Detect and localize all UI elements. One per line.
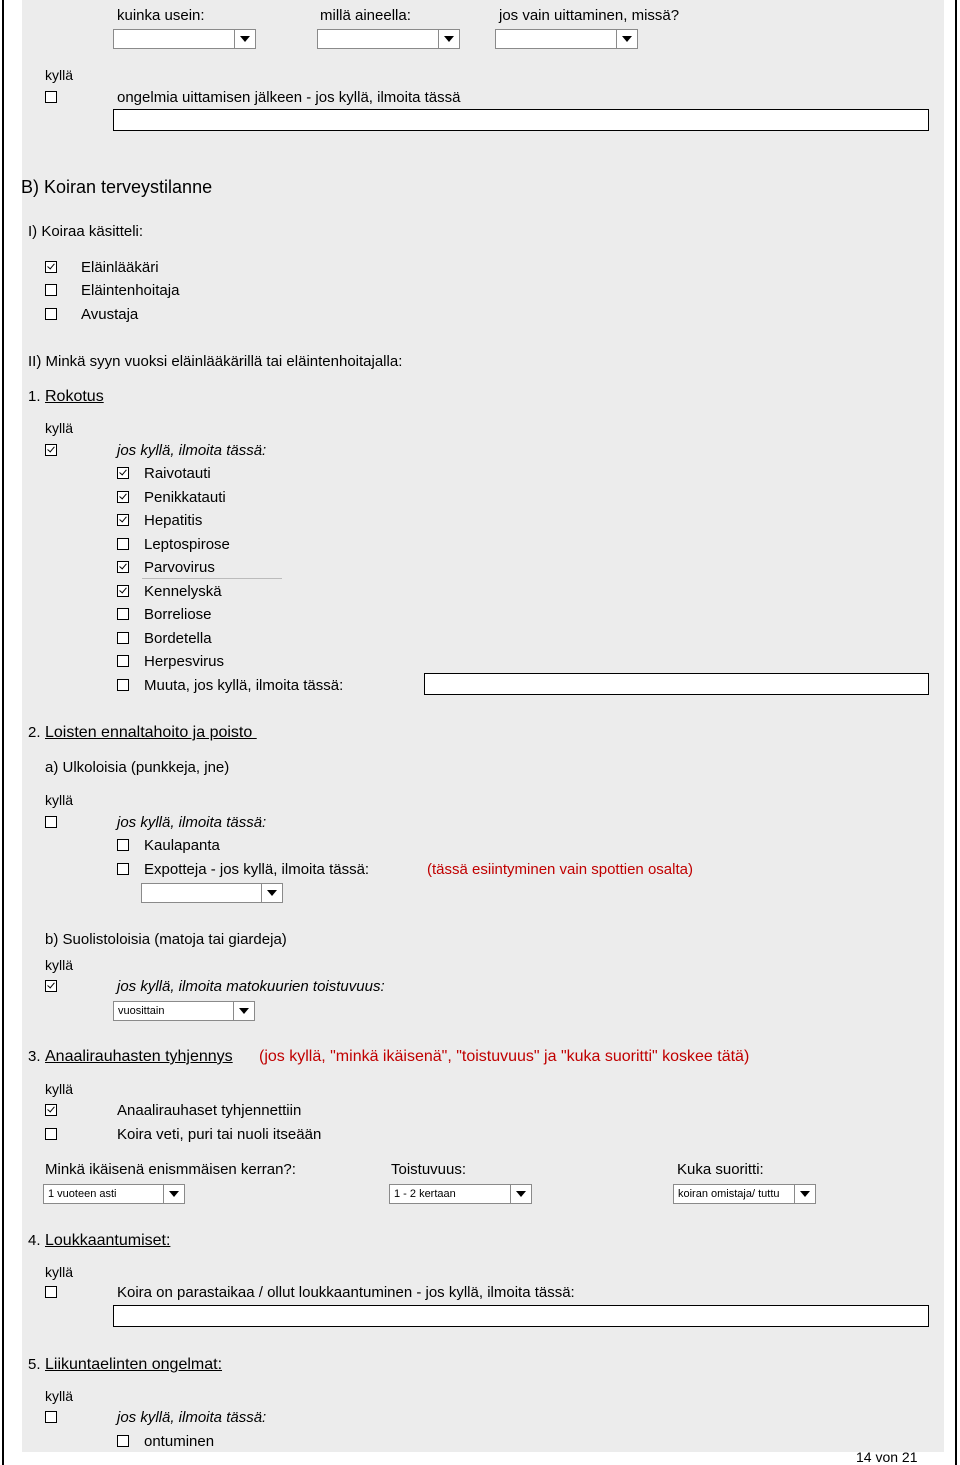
first-age-label: Minkä ikäisenä enismmäisen kerran?: <box>45 1161 296 1178</box>
external-specify-label: jos kyllä, ilmoita tässä: <box>117 814 267 831</box>
handler-heading: I) Koiraa käsitteli: <box>28 223 144 240</box>
vaccine-other-label: Muuta, jos kyllä, ilmoita tässä: <box>144 677 344 694</box>
frequency-label: Toistuvuus: <box>391 1161 467 1178</box>
glands-emptied-checkbox[interactable] <box>45 1104 57 1116</box>
musculoskeletal-specify-label: jos kyllä, ilmoita tässä: <box>117 1409 267 1426</box>
left-border <box>2 0 4 1465</box>
divider <box>142 578 282 579</box>
vaccine-bordetella-label: Bordetella <box>144 630 212 647</box>
reason-heading: II) Minkä syyn vuoksi eläinlääkärillä tai eläintenhoitajalla: <box>28 353 403 370</box>
performed-by-label: Kuka suoritti: <box>677 1161 764 1178</box>
first-age-select[interactable] <box>43 1184 185 1204</box>
anal-glands-number: 3. <box>28 1048 41 1065</box>
handler-assistant-label: Avustaja <box>81 306 139 323</box>
musculoskeletal-yes-checkbox[interactable] <box>45 1411 57 1423</box>
vaccine-rabies-label: Raivotauti <box>144 465 211 482</box>
anal-glands-title: Anaalirauhasten tyhjennys <box>45 1048 233 1065</box>
how-often-label: kuinka usein: <box>117 7 205 24</box>
where-select[interactable] <box>495 29 638 49</box>
anal-glands-note: (jos kyllä, "minkä ikäisenä", "toistuvuus" ja "kuka suoritti" koskee tätä) <box>259 1048 750 1065</box>
chevron-down-icon[interactable] <box>510 1185 531 1203</box>
limping-checkbox[interactable] <box>117 1435 129 1447</box>
anal-yes-label: kyllä <box>45 1081 74 1097</box>
vaccine-leptospirose-checkbox[interactable] <box>117 538 129 550</box>
vaccine-hepatitis-label: Hepatitis <box>144 512 203 529</box>
chevron-down-icon[interactable] <box>261 884 282 902</box>
musculoskeletal-number: 5. <box>28 1356 41 1373</box>
first-age-value: 1 vuoteen asti <box>48 1188 117 1200</box>
vaccination-specify-label: jos kyllä, ilmoita tässä: <box>117 442 267 459</box>
scooting-label: Koira veti, puri tai nuoli itseään <box>117 1126 322 1143</box>
where-label: jos vain uittaminen, missä? <box>499 7 680 24</box>
intestinal-yes-label: kyllä <box>45 957 74 973</box>
right-border <box>955 0 957 1465</box>
page-number: 14 von 21 <box>856 1449 918 1465</box>
deworming-frequency-value: vuosittain <box>118 1005 165 1017</box>
chevron-down-icon[interactable] <box>616 30 637 48</box>
spot-on-label: Expotteja - jos kyllä, ilmoita tässä: <box>144 861 370 878</box>
vaccine-other-input[interactable] <box>424 673 929 695</box>
vaccine-distemper-label: Penikkatauti <box>144 489 226 506</box>
handler-nurse-checkbox[interactable] <box>45 284 57 296</box>
scooting-checkbox[interactable] <box>45 1128 57 1140</box>
vaccination-yes-label: kyllä <box>45 420 74 436</box>
vaccine-kennel-cough-checkbox[interactable] <box>117 585 129 597</box>
which-agent-label: millä aineella: <box>320 7 411 24</box>
musculoskeletal-title: Liikuntaelinten ongelmat: <box>45 1356 223 1373</box>
vaccination-number: 1. <box>28 388 41 405</box>
chevron-down-icon[interactable] <box>163 1185 184 1203</box>
problems-checkbox[interactable] <box>45 91 57 103</box>
vaccine-parvovirus-label: Parvovirus <box>144 559 215 576</box>
external-yes-checkbox[interactable] <box>45 816 57 828</box>
spot-on-select[interactable] <box>141 883 283 903</box>
vaccine-hepatitis-checkbox[interactable] <box>117 514 129 526</box>
yes-column-label: kyllä <box>45 67 74 83</box>
performed-by-select[interactable] <box>673 1184 816 1204</box>
limping-label: ontuminen <box>144 1433 215 1450</box>
handler-nurse-label: Eläintenhoitaja <box>81 282 180 299</box>
vaccine-herpesvirus-label: Herpesvirus <box>144 653 225 670</box>
vaccination-yes-checkbox[interactable] <box>45 444 57 456</box>
vaccine-other-checkbox[interactable] <box>117 679 129 691</box>
glands-emptied-label: Anaalirauhaset tyhjennettiin <box>117 1102 302 1119</box>
chevron-down-icon[interactable] <box>438 30 459 48</box>
parasites-title: Loisten ennaltahoito ja poisto <box>45 724 257 741</box>
handler-assistant-checkbox[interactable] <box>45 308 57 320</box>
frequency-select[interactable] <box>389 1184 532 1204</box>
collar-label: Kaulapanta <box>144 837 220 854</box>
frequency-value: 1 - 2 kertaan <box>394 1188 456 1200</box>
parasites-number: 2. <box>28 724 41 741</box>
musculoskeletal-yes-label: kyllä <box>45 1388 74 1404</box>
deworming-frequency-select[interactable] <box>113 1001 255 1021</box>
vaccine-rabies-checkbox[interactable] <box>117 467 129 479</box>
collar-checkbox[interactable] <box>117 839 129 851</box>
spot-on-checkbox[interactable] <box>117 863 129 875</box>
injuries-checkbox[interactable] <box>45 1286 57 1298</box>
injuries-input[interactable] <box>113 1305 929 1327</box>
handler-vet-label: Eläinlääkäri <box>81 259 159 276</box>
injuries-yes-label: kyllä <box>45 1264 74 1280</box>
chevron-down-icon[interactable] <box>794 1185 815 1203</box>
vaccine-distemper-checkbox[interactable] <box>117 491 129 503</box>
vaccine-parvovirus-checkbox[interactable] <box>117 561 129 573</box>
injuries-title: Loukkaantumiset: <box>45 1232 171 1249</box>
vaccine-borreliose-checkbox[interactable] <box>117 608 129 620</box>
intestinal-yes-checkbox[interactable] <box>45 980 57 992</box>
section-b-title: B) Koiran terveystilanne <box>21 177 213 197</box>
injuries-number: 4. <box>28 1232 41 1249</box>
chevron-down-icon[interactable] <box>233 1002 254 1020</box>
which-agent-select[interactable] <box>317 29 460 49</box>
spot-on-note: (tässä esiintyminen vain spottien osalta) <box>427 861 693 878</box>
external-yes-label: kyllä <box>45 792 74 808</box>
problems-label: ongelmia uittamisen jälkeen - jos kyllä, ilmoita tässä <box>117 89 461 106</box>
how-often-select[interactable] <box>113 29 256 49</box>
vaccine-leptospirose-label: Leptospirose <box>144 536 230 553</box>
external-parasites-heading: a) Ulkoloisia (punkkeja, jne) <box>45 759 230 776</box>
vaccination-title: Rokotus <box>45 388 104 405</box>
vaccine-bordetella-checkbox[interactable] <box>117 632 129 644</box>
chevron-down-icon[interactable] <box>234 30 255 48</box>
intestinal-parasites-heading: b) Suolistoloisia (matoja tai giardeja) <box>45 931 287 948</box>
vaccine-borreliose-label: Borreliose <box>144 606 212 623</box>
performed-by-value: koiran omistaja/ tuttu <box>678 1188 780 1200</box>
deworming-frequency-label: jos kyllä, ilmoita matokuurien toistuvuus: <box>117 978 385 995</box>
handler-vet-checkbox[interactable] <box>45 261 57 273</box>
problems-input[interactable] <box>113 109 929 131</box>
injuries-label: Koira on parastaikaa / ollut loukkaantuminen - jos kyllä, ilmoita tässä: <box>117 1284 575 1301</box>
vaccine-kennel-cough-label: Kennelyskä <box>144 583 222 600</box>
vaccine-herpesvirus-checkbox[interactable] <box>117 655 129 667</box>
